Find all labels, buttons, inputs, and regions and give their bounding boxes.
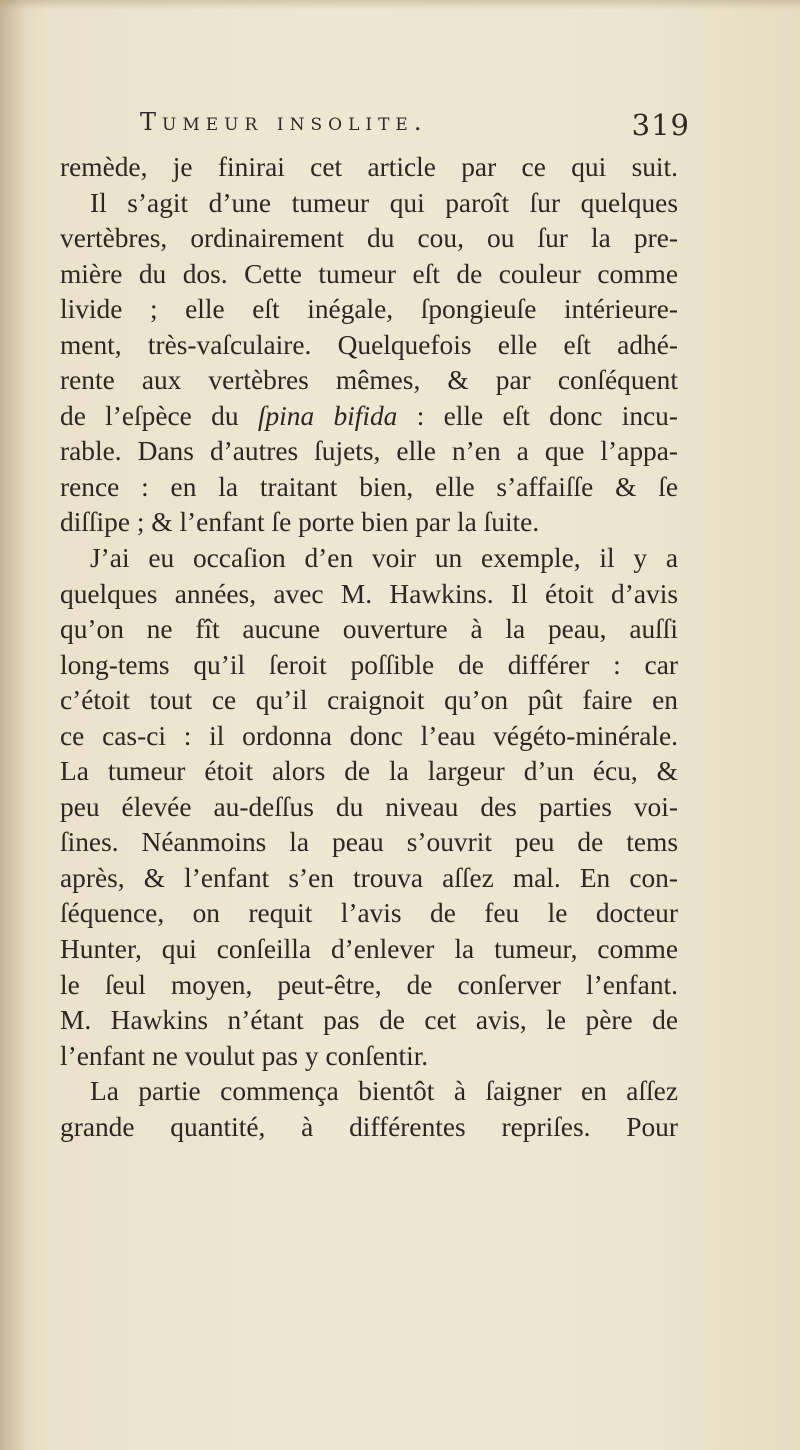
text-line: ſéquence, on requit l’avis de feu le docteur: [60, 898, 678, 929]
text-line: le ſeul moyen, peut-être, de conſerver l’enfant.: [60, 969, 678, 1000]
text-line: grande quantité, à différentes repriſes. Pour: [60, 1111, 678, 1142]
text-line: long-tems qu’il ſeroit poſſible de différer : car: [60, 649, 678, 680]
text-line: c’étoit tout ce qu’il craignoit qu’on pût faire en: [60, 685, 678, 716]
text-line: peu élevée au-deſſus du niveau des parties voi-: [60, 791, 678, 822]
text-line: l’enfant ne voulut pas y conſentir.: [60, 1040, 429, 1071]
text-segment: : elle eſt donc incu-: [397, 400, 678, 431]
text-line: [60, 399, 678, 435]
page-header: [100, 108, 690, 148]
text-line: Hunter, qui conſeilla d’enlever la tumeur, comme: [60, 934, 678, 965]
text-line: ce cas-ci : il ordonna donc l’eau végéto-minérale.: [60, 720, 678, 751]
page-number: 319: [631, 108, 690, 142]
text-line: livide ; elle eſt inégale, ſpongieuſe intérieure-: [60, 294, 678, 325]
text-line: rente aux vertèbres mêmes, & par conſéquent: [60, 365, 678, 396]
text-line: mière du dos. Cette tumeur eſt de couleur comme: [60, 258, 678, 289]
text-line: après, & l’enfant s’en trouva aſſez mal. En con-: [60, 862, 678, 893]
text-segment: de l’eſpèce du: [60, 400, 258, 431]
running-title: Tumeur insolite.: [140, 108, 428, 136]
text-line: remède, je finirai cet article par ce qui suit.: [60, 152, 678, 182]
body-text: [60, 150, 678, 1145]
text-line: rable. Dans d’autres ſujets, elle n’en a que l’appa-: [60, 436, 678, 467]
text-line: Il s’agit d’une tumeur qui paroît ſur quelques: [90, 187, 678, 218]
text-line: quelques années, avec M. Hawkins. Il étoit d’avis: [60, 578, 678, 609]
text-line: J’ai eu occaſion d’en voir un exemple, il y a: [90, 543, 678, 574]
text-line: La tumeur étoit alors de la largeur d’un écu, &: [60, 756, 678, 787]
text-line: diſſipe ; & l’enfant ſe porte bien par la ſuite.: [60, 507, 540, 538]
italic-term: ſpina bifida: [257, 400, 398, 431]
text-line: vertèbres, ordinairement du cou, ou ſur la pre-: [60, 223, 678, 254]
text-line: qu’on ne fît aucune ouverture à la peau, auſſi: [60, 614, 678, 645]
text-line: La partie commença bientôt à ſaigner en aſſez: [90, 1076, 678, 1107]
text-line: ſines. Néanmoins la peau s’ouvrit peu de tems: [60, 827, 678, 858]
text-line: M. Hawkins n’étant pas de cet avis, le père de: [60, 1005, 678, 1036]
text-line: rence : en la traitant bien, elle s’affaiſſe & ſe: [60, 471, 678, 502]
text-line: ment, très-vaſculaire. Quelquefois elle eſt adhé-: [60, 329, 678, 360]
